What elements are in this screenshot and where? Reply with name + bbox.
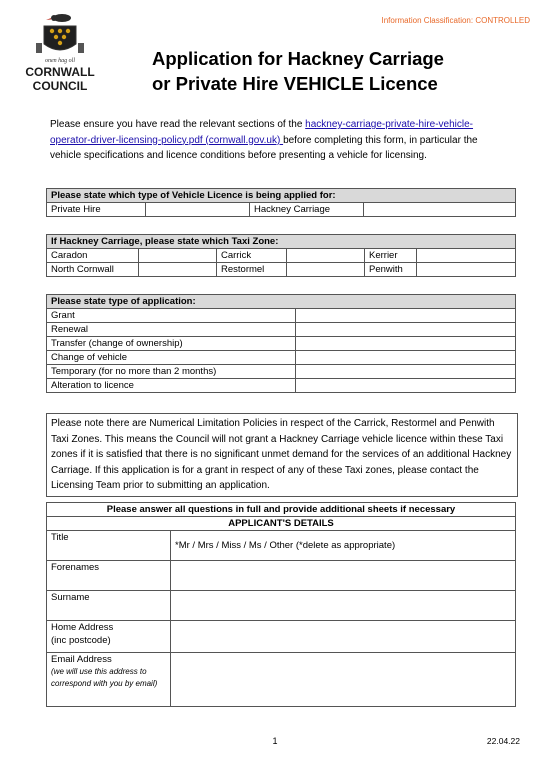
app-grant-box[interactable]: [296, 309, 516, 323]
zone-penwith: Penwith: [365, 263, 417, 277]
zone-kerrier-box[interactable]: [417, 249, 516, 263]
svg-text:onen hag oll: onen hag oll: [45, 58, 75, 64]
application-type-table: [46, 294, 516, 393]
app-alteration-box[interactable]: [296, 379, 516, 393]
numerical-limitation-note: Please note there are Numerical Limitation Policies in respect of the Carrick, Restormel and Penwith Taxi Zones. This means the Council will not grant a Hackney Carriage vehicle licence within these Taxi zones if it is satisfied that there is no significant unmet demand for the services of an additional Hackney Carriage. If this application is for a grant in respect of any of these Taxi zones, please contact the Licensing Team prior to submitting an application.: [46, 413, 518, 497]
home-address-line-2: (inc postcode): [51, 635, 111, 646]
forenames-label: Forenames: [47, 561, 171, 591]
classification-label: Information Classification: CONTROLLED: [381, 16, 530, 25]
option-hackney-carriage: Hackney Carriage: [250, 203, 364, 217]
zone-penwith-box[interactable]: [417, 263, 516, 277]
zone-restormel: Restormel: [217, 263, 287, 277]
details-heading: Please answer all questions in full and provide additional sheets if necessary: [47, 503, 516, 517]
licence-type-table: [46, 188, 516, 217]
surname-field[interactable]: [171, 591, 516, 621]
email-address-label: Email Address: [51, 654, 112, 665]
app-renewal: Renewal: [47, 323, 296, 337]
surname-label: Surname: [47, 591, 171, 621]
app-grant: Grant: [47, 309, 296, 323]
svg-text:COUNCIL: COUNCIL: [32, 79, 88, 93]
hackney-carriage-box[interactable]: [364, 203, 516, 217]
cornwall-council-logo: [20, 10, 100, 94]
intro-paragraph: [50, 117, 510, 164]
app-transfer: Transfer (change of ownership): [47, 337, 296, 351]
zone-caradon: Caradon: [47, 249, 139, 263]
policy-link[interactable]: hackney-carriage-private-hire-vehicle-operator-driver-licensing-policy.pdf (cornwall.gov.uk): [50, 119, 474, 146]
title-line-2: or Private Hire VEHICLE Licence: [152, 73, 438, 94]
title-line-1: Application for Hackney Carriage: [152, 48, 444, 69]
application-type-heading: Please state type of application:: [47, 295, 516, 309]
email-label: [47, 653, 171, 707]
svg-text:CORNWALL: CORNWALL: [25, 65, 95, 79]
zone-carrick-box[interactable]: [287, 249, 365, 263]
app-renewal-box[interactable]: [296, 323, 516, 337]
app-alteration: Alteration to licence: [47, 379, 296, 393]
taxi-zone-heading: If Hackney Carriage, please state which Taxi Zone:: [47, 235, 516, 249]
email-field[interactable]: [171, 653, 516, 707]
applicant-details-table: [46, 502, 516, 707]
zone-carrick: Carrick: [217, 249, 287, 263]
private-hire-box[interactable]: [146, 203, 250, 217]
licence-type-heading: Please state which type of Vehicle Licence is being applied for:: [47, 189, 516, 203]
app-change-vehicle-box[interactable]: [296, 351, 516, 365]
email-note: (we will use this address to correspond with you by email): [51, 667, 158, 688]
zone-kerrier: Kerrier: [365, 249, 417, 263]
footer-date: 22.04.22: [486, 736, 520, 746]
option-private-hire: Private Hire: [47, 203, 146, 217]
zone-caradon-box[interactable]: [139, 249, 217, 263]
zone-restormel-box[interactable]: [287, 263, 365, 277]
applicant-details-subheading: APPLICANT'S DETAILS: [47, 517, 516, 531]
zone-north-cornwall-box[interactable]: [139, 263, 217, 277]
home-address-line-1: Home Address: [51, 622, 114, 633]
page-number: 1: [272, 736, 278, 746]
intro-before: Please ensure you have read the relevant sections of the: [50, 119, 306, 130]
title-field[interactable]: *Mr / Mrs / Miss / Ms / Other (*delete as appropriate): [171, 531, 516, 561]
home-address-label: [47, 621, 171, 653]
forenames-field[interactable]: [171, 561, 516, 591]
chough-icon: [46, 14, 71, 22]
home-address-field[interactable]: [171, 621, 516, 653]
app-temporary: Temporary (for no more than 2 months): [47, 365, 296, 379]
title-label: Title: [47, 531, 171, 561]
page-title: [152, 46, 444, 96]
taxi-zone-table: [46, 234, 516, 277]
intro-after: before completing this form, in particular the vehicle specifications and licence conditions before presenting a vehicle for licensing.: [50, 134, 478, 162]
zone-north-cornwall: North Cornwall: [47, 263, 139, 277]
app-transfer-box[interactable]: [296, 337, 516, 351]
app-temporary-box[interactable]: [296, 365, 516, 379]
app-change-vehicle: Change of vehicle: [47, 351, 296, 365]
